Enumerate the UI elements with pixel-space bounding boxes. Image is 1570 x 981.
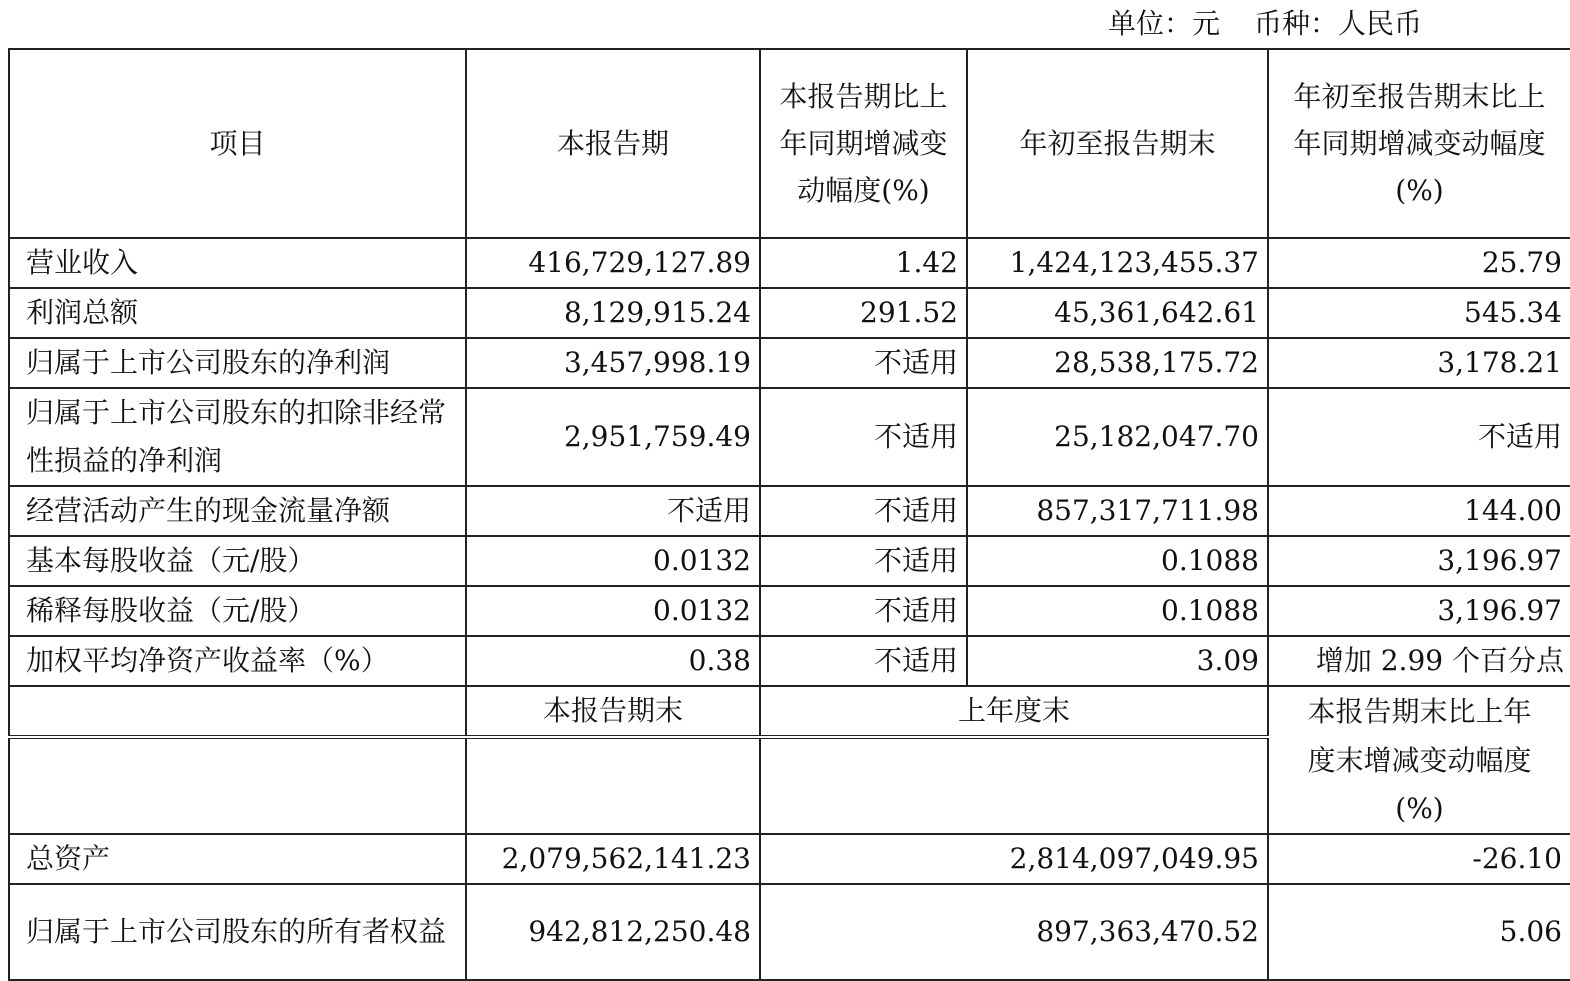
header-ytd: 年初至报告期末 [967, 49, 1268, 238]
row-current: 不适用 [466, 486, 760, 536]
row-ytd: 45,361,642.61 [967, 288, 1268, 338]
row-item: 稀释每股收益（元/股） [9, 586, 466, 636]
table-row [9, 486, 1570, 536]
row-ytd: 28,538,175.72 [967, 338, 1268, 388]
row-item: 经营活动产生的现金流量净额 [9, 486, 466, 536]
row-ytd: 0.1088 [967, 536, 1268, 586]
table-row [9, 288, 1570, 338]
row-change: 不适用 [760, 486, 967, 536]
row-ytd: 3.09 [967, 636, 1268, 686]
table-row [9, 636, 1570, 686]
row-ytd-change: 3,196.97 [1268, 536, 1570, 586]
table-row [9, 238, 1570, 288]
row-ytd-change: 不适用 [1268, 388, 1570, 486]
header-ytd-change: 年初至报告期末比上年同期增减变动幅度(%) [1268, 49, 1570, 238]
subheader-period-end-blank [466, 737, 760, 834]
table-row [9, 536, 1570, 586]
row-current: 8,129,915.24 [466, 288, 760, 338]
row-change: 不适用 [760, 536, 967, 586]
header-current-change: 本报告期比上年同期增减变动幅度(%) [760, 49, 967, 238]
row-ytd-change: 3,178.21 [1268, 338, 1570, 388]
table-row [9, 338, 1570, 388]
financial-data-table [8, 48, 1570, 981]
row2-change: 5.06 [1268, 884, 1570, 980]
subheader-change-line1: 本报告期末比上年 [1268, 686, 1570, 737]
subheader-period-end: 本报告期末 [466, 686, 760, 737]
row2-item: 总资产 [9, 834, 466, 884]
table-row [9, 388, 1570, 486]
row-item: 加权平均净资产收益率（%） [9, 636, 466, 686]
row-item: 归属于上市公司股东的扣除非经常性损益的净利润 [9, 388, 466, 486]
row-ytd-change: 3,196.97 [1268, 586, 1570, 636]
row-item: 利润总额 [9, 288, 466, 338]
row-current: 0.0132 [466, 586, 760, 636]
unit-note [1108, 4, 1422, 44]
row-ytd: 857,317,711.98 [967, 486, 1268, 536]
row-change: 不适用 [760, 338, 967, 388]
row-change: 1.42 [760, 238, 967, 288]
row-ytd-change: 144.00 [1268, 486, 1570, 536]
table-header-row [9, 49, 1570, 238]
row-ytd-change: 545.34 [1268, 288, 1570, 338]
header-current-period: 本报告期 [466, 49, 760, 238]
row-change: 不适用 [760, 388, 967, 486]
row-current: 0.0132 [466, 536, 760, 586]
table-row [9, 834, 1570, 884]
row-ytd-change: 25.79 [1268, 238, 1570, 288]
currency-label: 币种：人民币 [1254, 7, 1423, 40]
row-item: 归属于上市公司股东的净利润 [9, 338, 466, 388]
subheader-item-blank [9, 686, 466, 737]
row-change: 291.52 [760, 288, 967, 338]
table-subheader-row [9, 686, 1570, 737]
row-ytd: 25,182,047.70 [967, 388, 1268, 486]
subheader-last-year-end: 上年度末 [760, 686, 1268, 737]
row-current: 3,457,998.19 [466, 338, 760, 388]
row-ytd-change: 增加 2.99 个百分点 [1268, 636, 1570, 686]
row2-period-end: 2,079,562,141.23 [466, 834, 760, 884]
row2-item: 归属于上市公司股东的所有者权益 [9, 884, 466, 980]
table-row [9, 884, 1570, 980]
table-row [9, 586, 1570, 636]
subheader-item-blank [9, 737, 466, 834]
row-ytd: 0.1088 [967, 586, 1268, 636]
row2-last-year-end: 897,363,470.52 [760, 884, 1268, 980]
header-item: 项目 [9, 49, 466, 238]
row-change: 不适用 [760, 586, 967, 636]
unit-label: 单位：元 [1108, 7, 1221, 40]
row-current: 0.38 [466, 636, 760, 686]
row2-last-year-end: 2,814,097,049.95 [760, 834, 1268, 884]
row-change: 不适用 [760, 636, 967, 686]
table-subheader-continuation-row [9, 737, 1570, 834]
subheader-change-line2: 度末增减变动幅度(%) [1268, 737, 1570, 834]
subheader-last-year-end-blank [760, 737, 1268, 834]
row-current: 2,951,759.49 [466, 388, 760, 486]
row2-period-end: 942,812,250.48 [466, 884, 760, 980]
row-item: 基本每股收益（元/股） [9, 536, 466, 586]
row-ytd: 1,424,123,455.37 [967, 238, 1268, 288]
row-current: 416,729,127.89 [466, 238, 760, 288]
row2-change: -26.10 [1268, 834, 1570, 884]
row-item: 营业收入 [9, 238, 466, 288]
